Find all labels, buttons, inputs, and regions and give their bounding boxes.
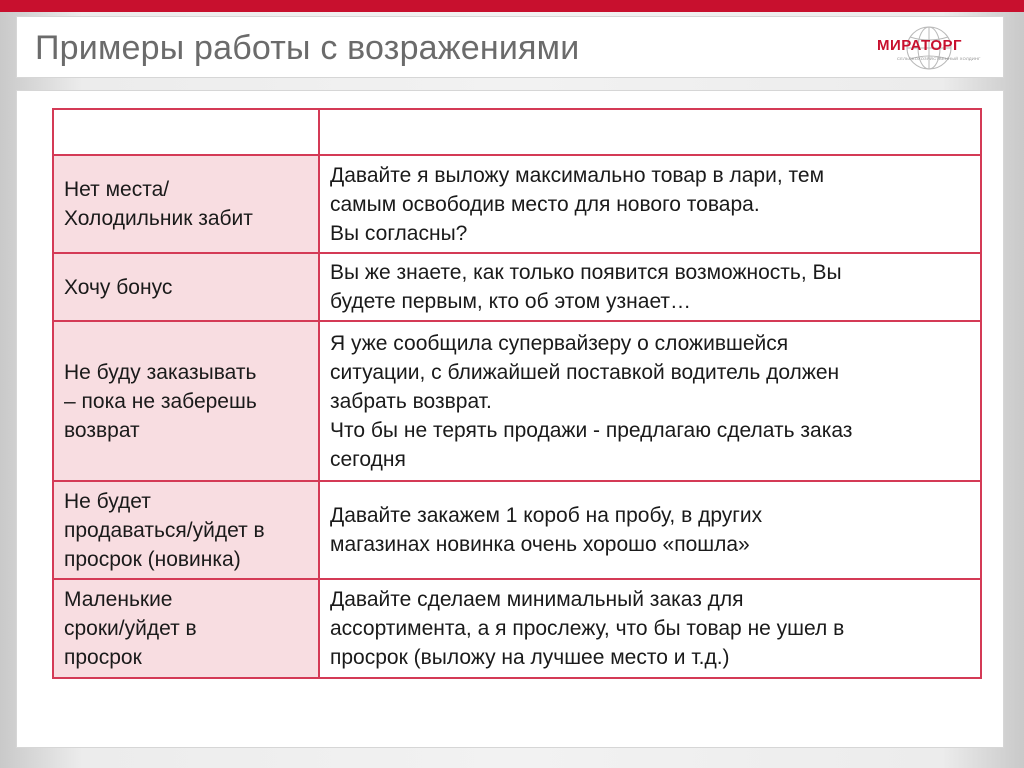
objection-cell: Не будет продаваться/уйдет в просрок (новинка) <box>53 481 319 579</box>
objection-cell: Не буду заказывать – пока не заберешь возврат <box>53 321 319 481</box>
response-cell: Вы же знаете, как только появится возможность, Вы будете первым, кто об этом узнает… <box>319 253 981 321</box>
response-cell: Я уже сообщила супервайзеру о сложившейся ситуации, с ближайшей поставкой водитель должен забрать возврат. Что бы не терять продажи - предлагаю сделать заказ сегодня <box>319 321 981 481</box>
table-row <box>53 155 981 253</box>
objection-cell: Маленькие сроки/уйдет в просрок <box>53 579 319 678</box>
header-cell-response <box>319 109 981 155</box>
table-row <box>53 579 981 678</box>
top-accent-bar <box>0 0 1024 12</box>
header-cell-objection <box>53 109 319 155</box>
response-cell: Давайте я выложу максимально товар в лари, тем самым освободив место для нового товара. Вы согласны? <box>319 155 981 253</box>
objection-cell: Нет места/ Холодильник забит <box>53 155 319 253</box>
objections-table <box>52 108 982 679</box>
title-panel <box>16 16 1004 78</box>
table-row <box>53 253 981 321</box>
response-cell: Давайте сделаем минимальный заказ для ассортимента, а я прослежу, что бы товар не ушел в просрок (выложу на лучшее место и т.д.) <box>319 579 981 678</box>
objection-cell: Хочу бонус <box>53 253 319 321</box>
page-title: Примеры работы с возражениями <box>35 29 580 67</box>
table-row <box>53 321 981 481</box>
logo-text: МИРАТОРГ <box>877 37 963 54</box>
brand-logo <box>869 25 989 71</box>
response-cell: Давайте закажем 1 короб на пробу, в других магазинах новинка очень хорошо «пошла» <box>319 481 981 579</box>
table-header-row <box>53 109 981 155</box>
table-row <box>53 481 981 579</box>
logo-tagline: СЕЛЬСКОХОЗЯЙСТВЕННЫЙ ХОЛДИНГ <box>897 56 981 61</box>
